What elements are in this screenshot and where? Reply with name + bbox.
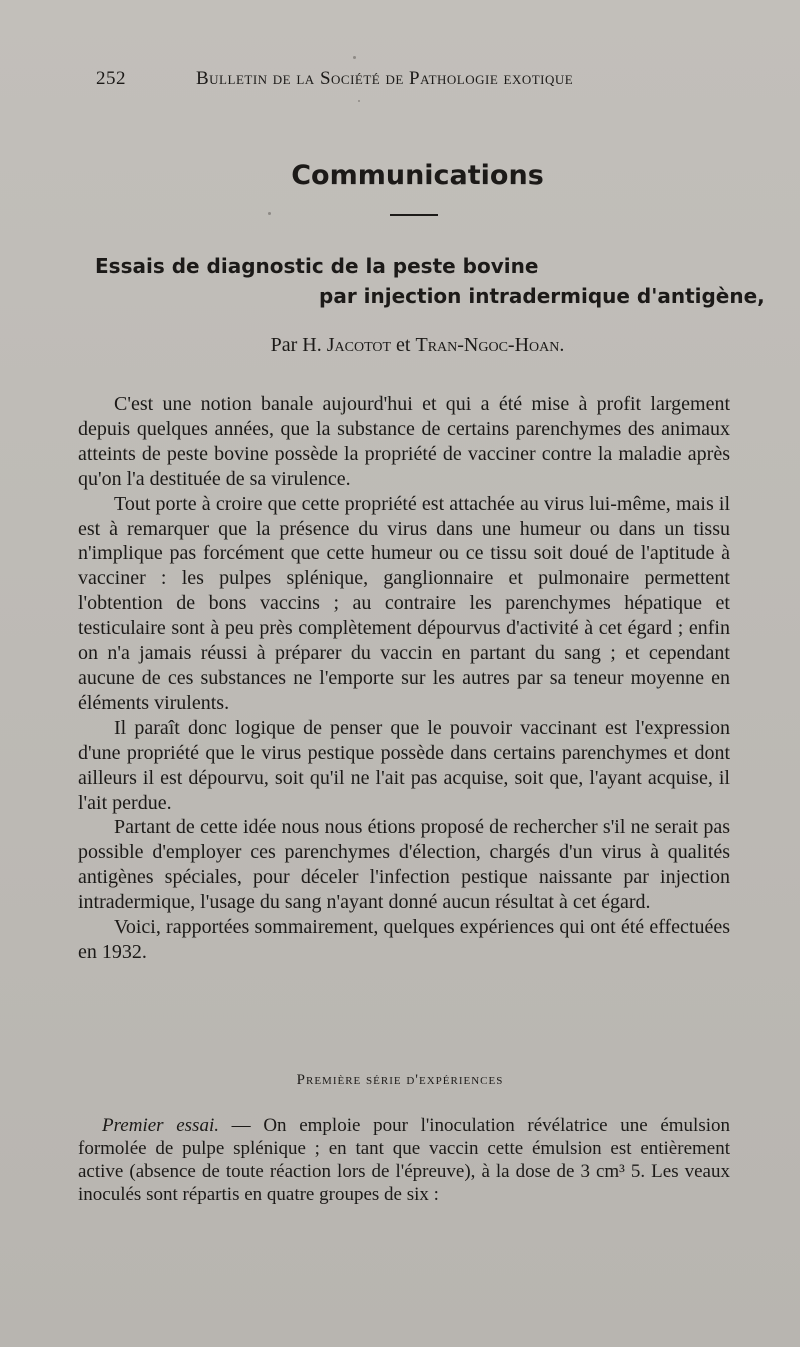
paper-speck — [268, 212, 271, 215]
paragraph: C'est une notion banale aujourd'hui et qui a été mise à profit largement depuis quelques années, que la substance de certains parenchymes des animaux atteints de peste bovine possède la propriété de vacciner contre la maladie après qu'on l'a destituée de sa virulence. — [78, 393, 730, 490]
paragraph: Partant de cette idée nous nous étions proposé de rechercher s'il ne serait pas possible d'employer ces parenchymes d'élection, chargés d'un virus à qualités antigènes spéciales, pour déceler l'infection pestique naissante par injection intradermique, l'usage du sang n'ayant donné aucun résultat à cet égard. — [78, 816, 730, 914]
trial-paragraph — [78, 1114, 730, 1206]
trial-label: Premier essai. — [102, 1115, 219, 1136]
paragraph: Tout porte à croire que cette propriété est attachée au virus lui-même, mais il est à remarquer que la présence du virus dans une humeur ou dans un tissu n'implique pas forcément que cette humeur ou ce tissu soit doué de l'aptitude à vacciner : les pulpes splénique, ganglionnaire et pulmonaire permettent l'obtention de bons vaccins ; au contraire les parenchymes hépatique et testiculaire sont à peu près complètement dépourvus d'activité à cet égard ; enfin on n'a jamais réussi à préparer du vaccin en partant du sang ; et cependant aucune de ces substances ne l'emporte sur les autres par sa teneur moyenne en éléments virulents. — [78, 492, 730, 714]
paper-speck — [358, 100, 360, 102]
byline — [0, 334, 800, 357]
byline-conjunction: et — [396, 334, 411, 356]
author-2: Tran-Ngoc-Hoan. — [415, 334, 565, 356]
paragraph: Il paraît donc logique de penser que le pouvoir vaccinant est l'expression d'une propriété que le virus pestique possède dans certains parenchymes et dont ailleurs il est dépourvu, soit qu'il ne l'ait pas acquise, soit que, l'ayant acquise, il l'ait perdue. — [78, 716, 730, 814]
trial-section — [78, 1114, 730, 1206]
byline-prefix: Par H. — [270, 334, 322, 356]
title-divider — [390, 214, 438, 216]
journal-title: Bulletin de la Société de Pathologie exotique — [196, 68, 574, 89]
section-title: Communications — [291, 160, 544, 191]
article-body — [78, 392, 730, 965]
paper-speck — [353, 56, 356, 59]
subsection-title: Première série d'expériences — [296, 1072, 504, 1088]
article-title-line-1: Essais de diagnostic de la peste bovine — [95, 254, 539, 278]
trial-text: — On emploie pour l'inoculation révélatrice une émulsion formolée de pulpe splénique ; en tant que vaccin cette émulsion est entièrement active (absence de toute réaction lors de l'épreuve), à la dose de 3 cm³ 5. Les veaux inoculés sont répartis en quatre groupes de six : — [78, 1115, 731, 1205]
article-title-line-2: par injection intradermique d'antigène, — [319, 284, 765, 308]
paragraph: Voici, rapportées sommairement, quelques expériences qui ont été effectuées en 1932. — [78, 916, 730, 963]
article-title — [95, 254, 765, 308]
page-number: 252 — [96, 68, 126, 89]
author-1: Jacotot — [326, 334, 392, 356]
